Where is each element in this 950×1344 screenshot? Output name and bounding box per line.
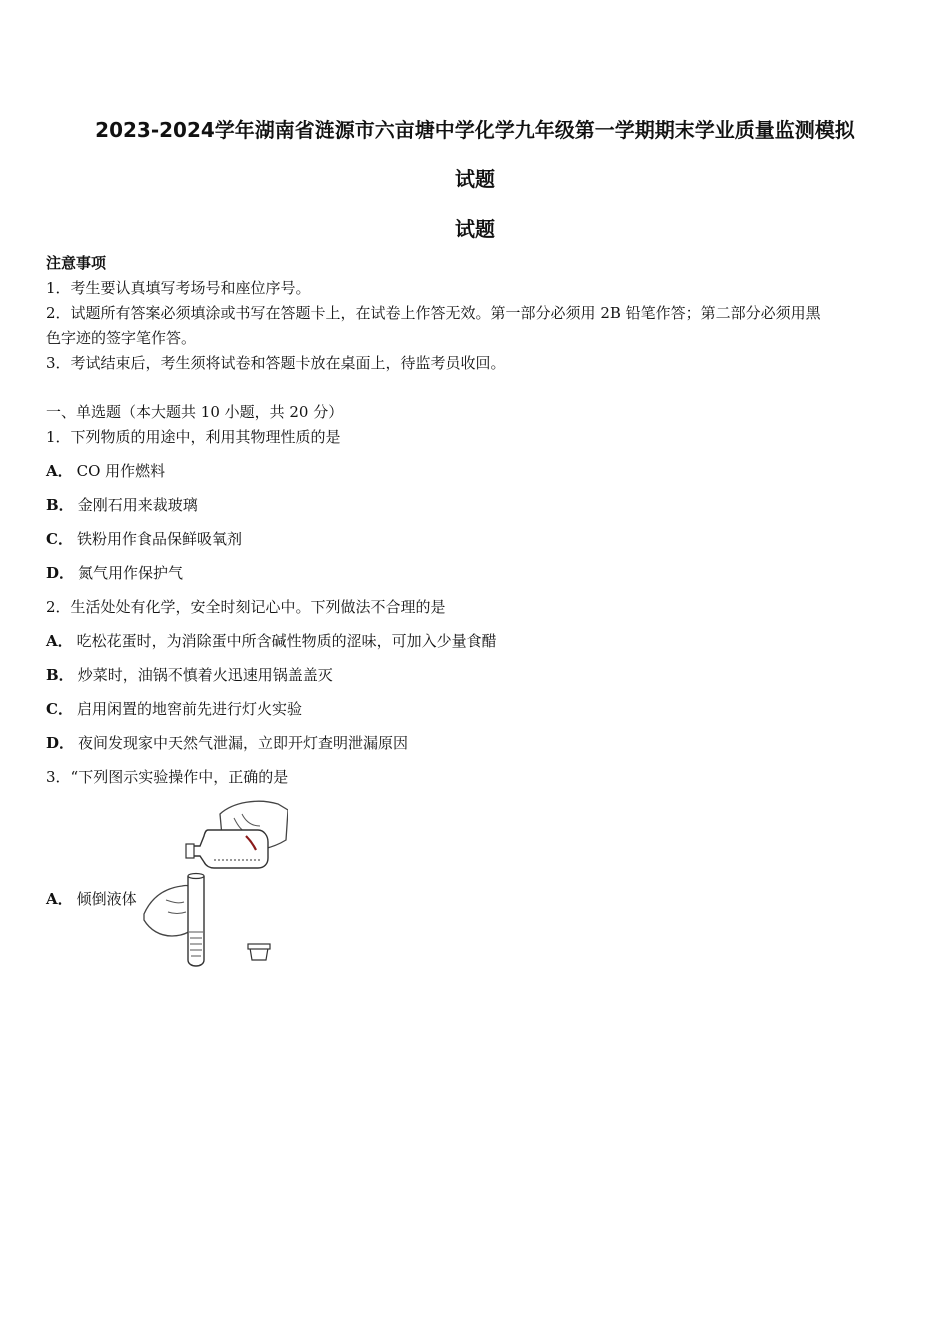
question-3-option-a [46, 888, 137, 909]
option-text: CO 用作燃料 [76, 462, 166, 480]
option-letter: C． [46, 530, 73, 548]
question-1-stem: 1．下列物质的用途中，利用其物理性质的是 [46, 428, 341, 446]
notice-item-3: 3．考试结束后，考生须将试卷和答题卡放在桌面上，待监考员收回。 [46, 354, 506, 372]
section-heading: 一、单选题（本大题共 10 小题，共 20 分） [46, 403, 344, 421]
question-1-option-b [46, 494, 198, 515]
exam-title: 2023-2024学年湖南省涟源市六亩塘中学化学九年级第一学期期末学业质量监测模拟 [95, 118, 855, 142]
option-text: 启用闲置的地窖前先进行灯火实验 [76, 700, 302, 718]
bottle-mouth-icon [186, 844, 194, 858]
option-letter: A． [46, 462, 73, 480]
question-2-option-c [46, 698, 302, 719]
option-text: 倾倒液体 [76, 890, 137, 908]
option-text: 夜间发现家中天然气泄漏，立即开灯查明泄漏原因 [78, 734, 409, 752]
exam-subtitle: 试题 [455, 217, 495, 241]
question-3-stem: 3．“下列图示实验操作中，正确的是 [46, 768, 289, 786]
option-text: 铁粉用作食品保鲜吸氧剂 [76, 530, 242, 548]
option-letter: D． [46, 564, 75, 582]
question-2-option-d [46, 732, 408, 753]
option-text: 吃松花蛋时，为消除蛋中所含碱性物质的涩味，可加入少量食醋 [76, 632, 497, 650]
question-2-option-a [46, 630, 497, 651]
question-2-stem: 2．生活处处有化学，安全时刻记心中。下列做法不合理的是 [46, 598, 446, 616]
option-letter: A． [46, 890, 73, 908]
notice-item-2-continued: 色字迹的签字笔作答。 [46, 329, 197, 347]
test-tube-rim-icon [188, 874, 204, 879]
option-letter: B． [46, 666, 74, 684]
option-letter: D． [46, 734, 75, 752]
option-text: 炒菜时，油锅不慎着火迅速用锅盖盖灭 [77, 666, 333, 684]
bottle-stopper-icon [250, 948, 268, 960]
option-letter: A． [46, 632, 73, 650]
pouring-liquid-illustration [138, 796, 288, 976]
option-text: 金刚石用来裁玻璃 [77, 496, 198, 514]
option-letter: B． [46, 496, 74, 514]
option-letter: C． [46, 700, 73, 718]
stopper-top-icon [248, 944, 270, 949]
question-1-option-d [46, 562, 183, 583]
notice-item-2: 2．试题所有答案必须填涂或书写在答题卡上，在试卷上作答无效。第一部分必须用 2B 铅笔作答；第二部分必须用黑 [46, 304, 821, 322]
question-1-option-c [46, 528, 242, 549]
notice-item-1: 1．考生要认真填写考场号和座位序号。 [46, 279, 311, 297]
notice-heading: 注意事项 [46, 254, 107, 272]
option-text: 氮气用作保护气 [78, 564, 184, 582]
exam-title-continued: 试题 [455, 167, 495, 191]
question-1-option-a [46, 460, 165, 481]
question-2-option-b [46, 664, 333, 685]
test-tube-icon [188, 876, 204, 966]
